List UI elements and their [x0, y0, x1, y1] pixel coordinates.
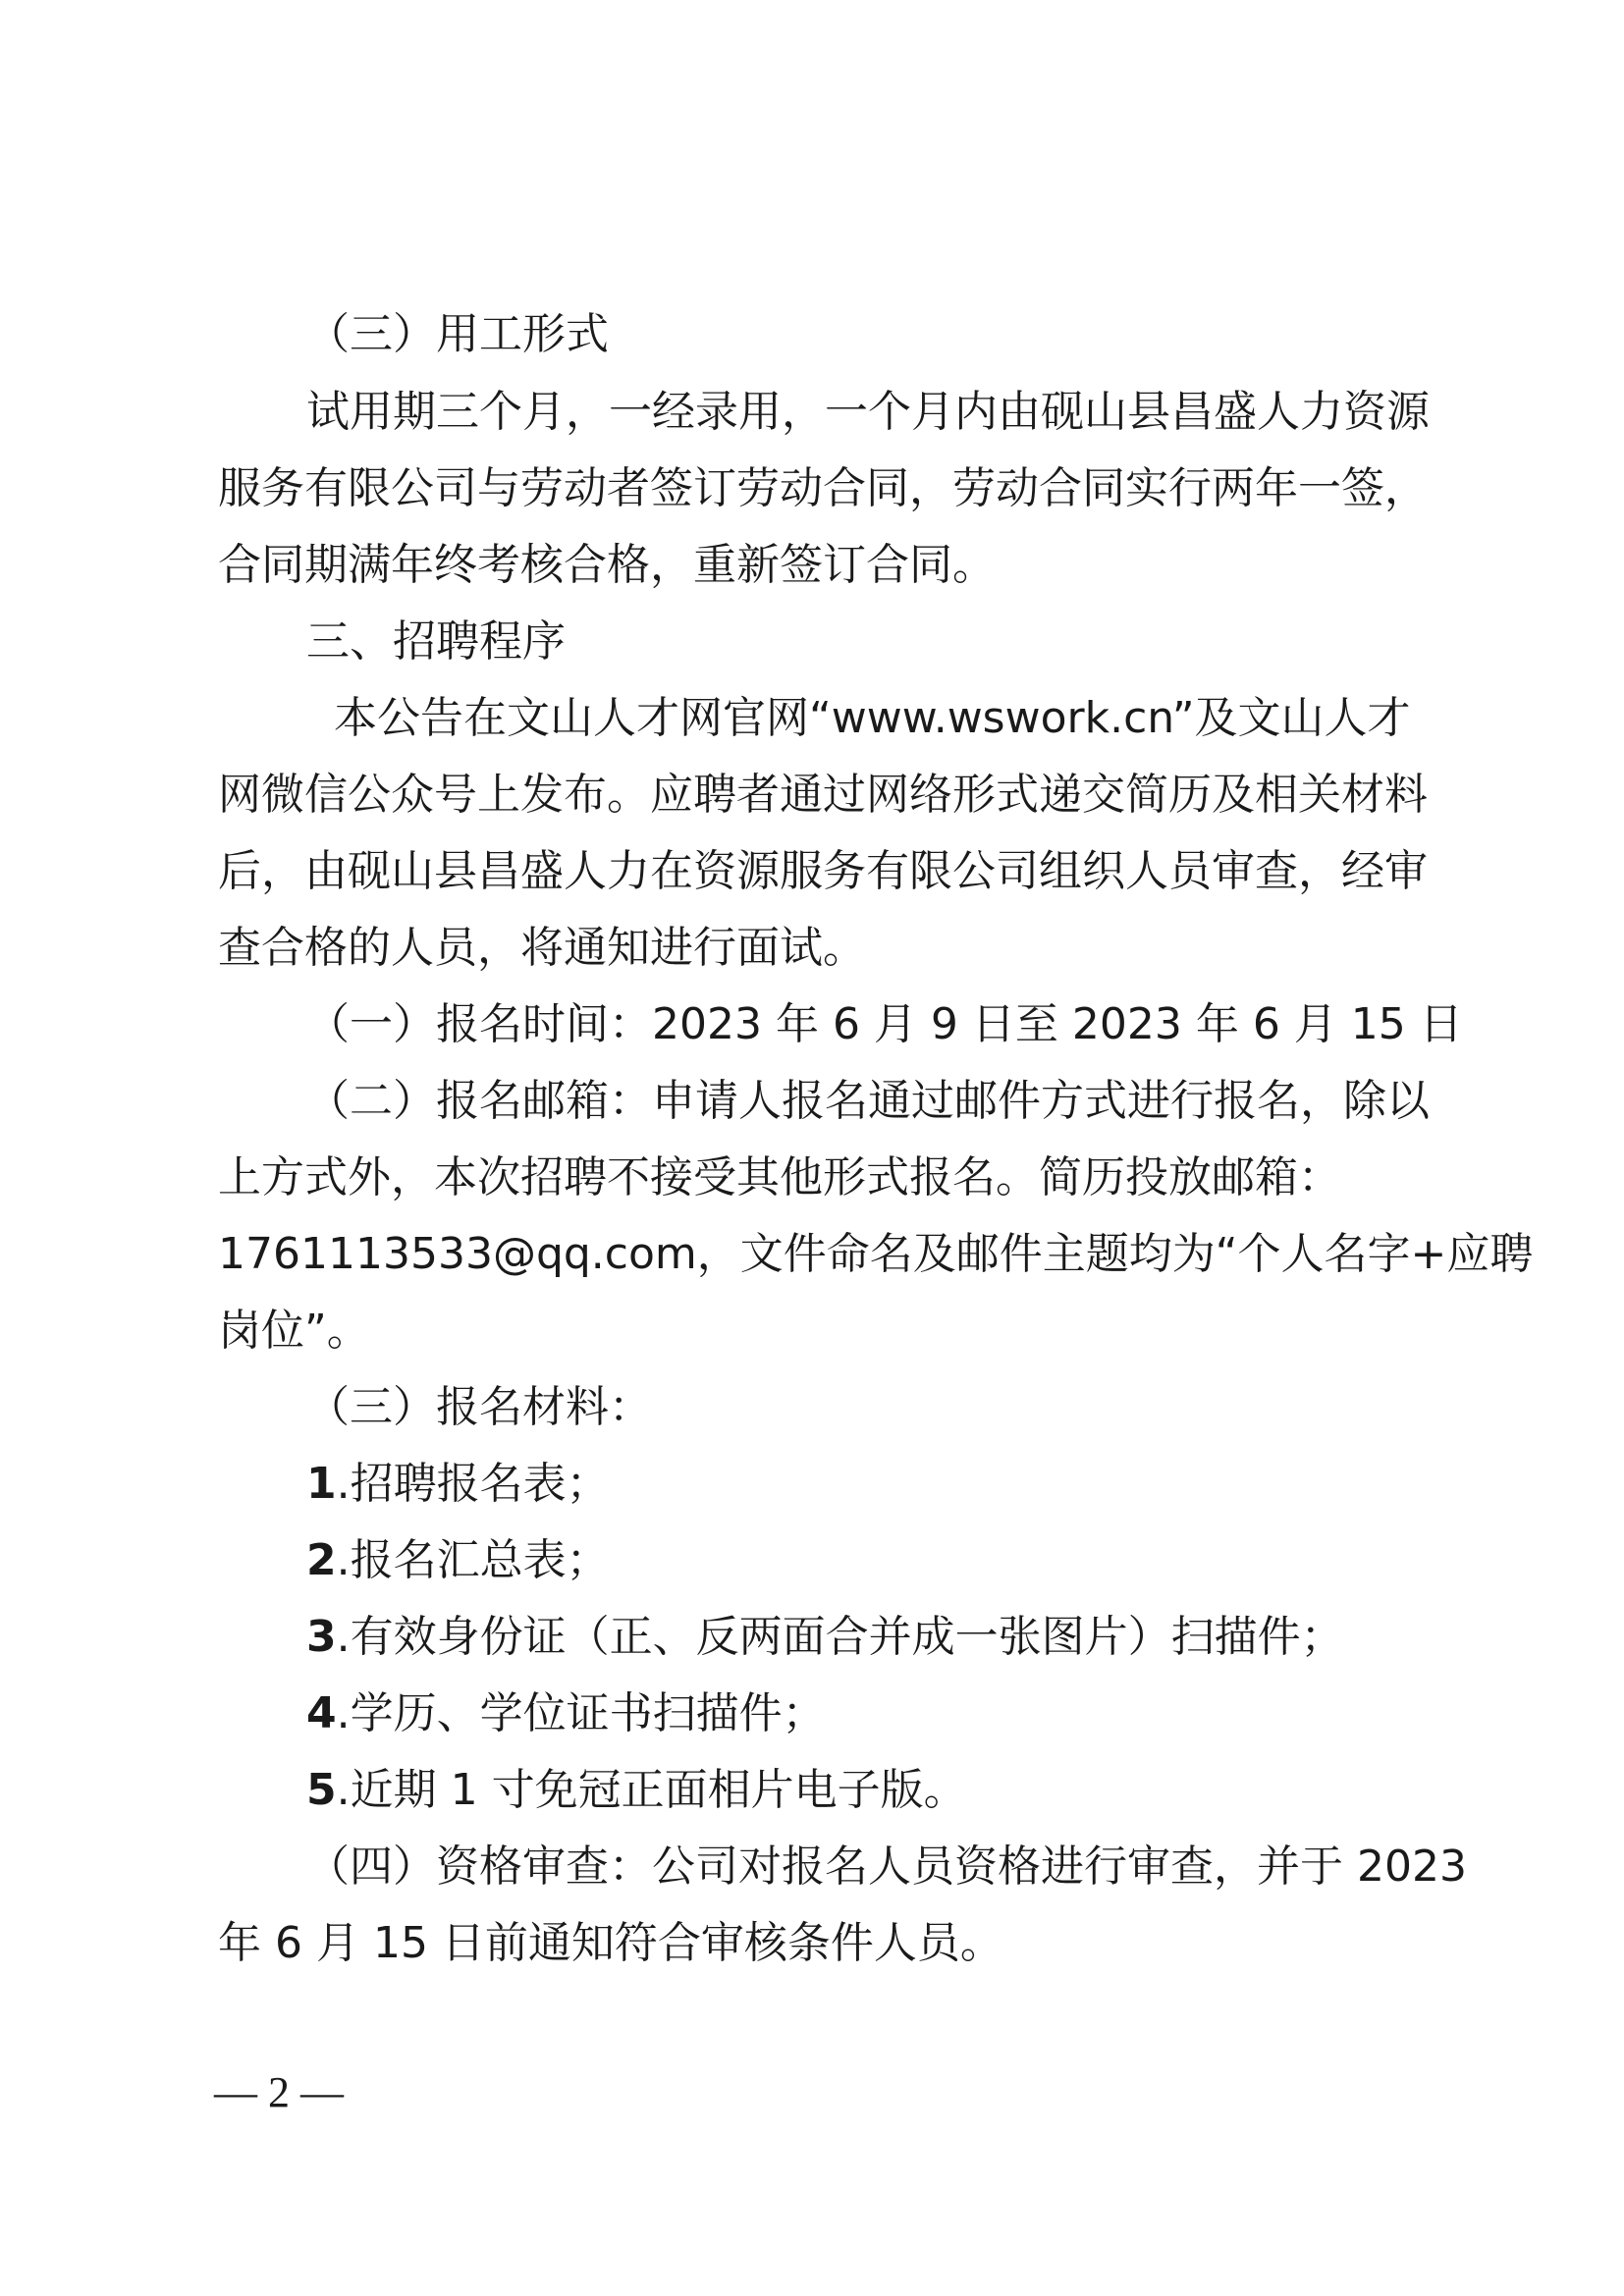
email-line: 1761113533@qq.com，文件命名及邮件主题均为“个人名字+应聘 — [218, 1229, 1534, 1279]
paragraph-line: 试用期三个月，一经录用，一个月内由砚山县昌盛人力资源 — [306, 387, 1430, 437]
registration-email-heading: （二）报名邮箱：申请人报名通过邮件方式进行报名，除以 — [306, 1076, 1430, 1126]
paragraph-line: 服务有限公司与劳动者签订劳动合同，劳动合同实行两年一签， — [218, 463, 1428, 513]
list-item — [306, 1531, 1524, 1590]
list-item — [306, 1761, 1524, 1820]
heading-recruitment-procedure: 三、招聘程序 — [306, 616, 566, 667]
list-item — [306, 1608, 1524, 1667]
list-number: 2 — [306, 1535, 337, 1585]
paragraph-line: 年 6 月 15 日前通知符合审核条件人员。 — [218, 1918, 1003, 1968]
list-item — [306, 1455, 1524, 1514]
paragraph-line: 查合格的人员，将通知进行面试。 — [218, 923, 866, 973]
list-text: .学历、学位证书扫描件； — [336, 1688, 826, 1738]
registration-time: （一）报名时间：2023 年 6 月 9 日至 2023 年 6 月 15 日 — [306, 999, 1463, 1049]
paragraph-line: 岗位”。 — [218, 1306, 370, 1356]
list-text: .有效身份证（正、反两面合并成一张图片）扫描件； — [336, 1612, 1344, 1662]
registration-materials-heading: （三）报名材料： — [306, 1382, 652, 1432]
page-number: — 2 — — [214, 2068, 344, 2116]
qualification-review: （四）资格审查：公司对报名人员资格进行审查，并于 2023 — [306, 1842, 1467, 1892]
list-number: 4 — [306, 1688, 337, 1738]
list-item — [306, 1684, 1524, 1743]
paragraph-line: 后，由砚山县昌盛人力在资源服务有限公司组织人员审查，经审 — [218, 846, 1428, 896]
paragraph-line: 网微信公众号上发布。应聘者通过网络形式递交简历及相关材料 — [218, 770, 1428, 820]
list-text: .近期 1 寸免冠正面相片电子版。 — [336, 1765, 967, 1815]
subheading-employment-form: （三）用工形式 — [306, 309, 609, 359]
list-number: 1 — [306, 1459, 337, 1509]
list-number: 5 — [306, 1765, 337, 1815]
list-text: .报名汇总表； — [336, 1535, 610, 1585]
list-text: .招聘报名表； — [336, 1459, 610, 1509]
paragraph-line: 合同期满年终考核合格，重新签订合同。 — [218, 540, 996, 590]
list-number: 3 — [306, 1612, 337, 1662]
paragraph-line: 本公告在文山人才网官网“www.wswork.cn”及文山人才 — [334, 693, 1411, 743]
paragraph-line: 上方式外，本次招聘不接受其他形式报名。简历投放邮箱： — [218, 1152, 1341, 1202]
